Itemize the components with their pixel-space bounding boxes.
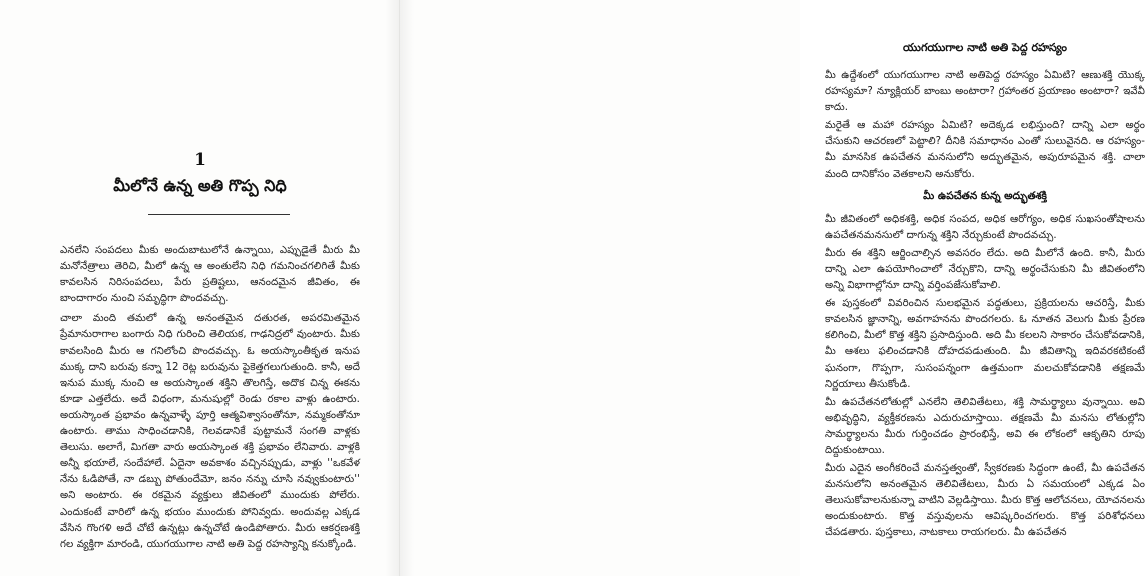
paragraph: మీ ఉద్దేశంలో యుగయుగాల నాటి అతిపెద్ద రహస్యం ఏమిటి? ఆణుశక్తి యొక్క రహస్యమా? న్యూక్లియర్ బాంబు అంటారా? గ్రహాంతర ప్రయాణం అంటారా? ఇవేవీ కాదు.	[825, 70, 1145, 114]
left-page	[0, 0, 400, 576]
paragraph: మరైతే ఆ మహా రహస్యం ఏమిటి? అదెక్కడ లభిస్తుంది? దాన్ని ఎలా అర్థం చేసుకుని ఆచరణలో పెట్టాలి? దీనికి సమాధానం ఎంతో సులువైనది. ఆ రహస్యం-మీ మానసిక ఉపచేతన మనసులోని అద్భుతమైన, అపురూపమైన శక్తి. చాలా మంది దానికోసం వెతకాలని అనుకోరు.	[825, 120, 1145, 180]
gutter-shadow	[400, 0, 414, 576]
paragraph: మీ ఉపచేతనలోతుల్లో ఎనలేని తెలివితేటలు, శక్తి సామర్థ్యాలు వున్నాయి. అవి అభివృద్ధిని, వ్యక్తీకరణను ఎదురుచూస్తాయి. తక్షణమే మీ మనసు లోతుల్లోని సామర్థ్యాలను మీరు గుర్తించడం ప్రారంభిస్తే, అవి ఈ లోకంలో ఆకృతిని రూపు దిద్దుకుంటాయి.	[825, 396, 1145, 456]
paragraph: మీ జీవితంలో అధికశక్తి, అధిక సంపద, అధిక ఆరోగ్యం, అధిక సుఖసంతోషాలను ఉపచేతనమనసులో దాగున్న శక్తిని నేర్చుకుంటే పొందవచ్చు.	[825, 213, 1145, 241]
running-head: యుగయుగాల నాటి అతి పెద్ద రహస్యం	[903, 41, 1067, 54]
gutter-shadow	[385, 0, 399, 576]
paragraph: ఎనలేని సంపదలు మీకు అందుబాటులోనే ఉన్నాయి, ఎప్పుడైతే మీరు మీ మనోనేత్రాలు తెరిచి, మీలో ఉన్న ఆ అంతులేని నిధి గమనించగలిగితే మీకు కావలసిన నిరిసంపదలు, పేరు ప్రతిష్టలు, ఆనందమైన జీవితం, ఈ బాందాగారం నుంచి సమృద్ధిగా పొందవచ్చు.	[60, 245, 360, 305]
right-page	[400, 0, 1145, 576]
right-page-body	[825, 40, 1145, 544]
section-heading: మీ ఉపచేతన కున్న అద్భుతశక్తి	[923, 189, 1047, 202]
paragraph: మీరు ఈ శక్తిని ఆర్జించాల్సిన అవసరం లేదు. అది మీలోనే ఉంది. కానీ, మీరు దాన్ని ఎలా ఉపయోగించాలో నేర్చుకొని, దాన్ని అర్థంచేసుకుని మీ జీవితంలోని అన్ని విభాగాల్లోనూ దాన్ని వర్తింపజేసుకోవాలి.	[825, 247, 1145, 292]
left-page-body	[60, 243, 360, 555]
paragraph: ఈ పుస్తకంలో వివరించిన సులభమైన పద్ధతులు, ప్రక్రియలను ఆచరిస్తే, మీకు కావలసిన జ్ఞానాన్ని, అవగాహనను పొందగలరు. ఓ నూతన వెలుగు మీకు ప్రేరణ కలిగించి, మీలో కొత్త శక్తిని ప్రసాదిస్తుంది. అది మీ కలలని సాకారం చేసుకోవడానికి, మీ ఆశలు ఫలించడానికి దోహదపడుతుంది. మీ జీవితాన్ని ఇదివరకటికంటే ఘనంగా, గొప్పగా, సుసంపన్నంగా ఉత్తమంగా మలచుకోవడానికి తక్షణమే నిర్ణయాలు తీసుకోండి.	[825, 298, 1145, 390]
chapter-title: మీలోనే ఉన్న అతి గొప్ప నిధి	[113, 176, 287, 195]
chapter-divider	[148, 214, 290, 215]
paragraph: చాలా మంది తమలో ఉన్న అనంతమైన దతురత, అపరమితమైన ప్రేమానురాగాల బంగారు నిధి గురించి తెలియక, గాఢనిద్రలో వుంటారు. మీకు కావలసింది మీరు ఆ గనిలోంచి పొందవచ్చు. ఓ అయస్కాంతీకృత ఇనుప ముక్క దాని బరువు కన్నా 12 రెట్ల బరువును పైకెత్తగలుగుతుంది. కానీ, అదే ఇనుప ముక్క నుంచి ఆ అయస్కాంత శక్తిని తొలగిస్తే, అదొక చిన్న ఈకను కూడా ఎత్తలేదు. అదే విధంగా, మనుషుల్లో రెండు రకాల వాళ్లు ఉంటారు. అయస్కాంత ప్రభావం ఉన్నవాళ్ళే పూర్తి ఆత్మవిశ్వాసంతోనూ, నమ్మకంతోనూ ఉంటారు. తాము సాధించడానికి, గెలవడానికే పుట్టామనే సంగతి వాళ్లకు తెలుసు. అలాగే, మిగతా వారు అయస్కాంత శక్తి ప్రభావం లేనివారు. వాళ్లకి అన్నీ భయాలే, సందేహాలే. ఏదైనా అవకాశం వచ్చినప్పుడు, వాళ్లు ''ఒకవేళ నేను ఓడిపోతే, నా డబ్బు పోతుందేమో, జనం నన్ను చూసి నవ్వుకుంటారు'' అని అంటారు. ఈ రకమైన వ్యక్తులు జీవితంలో ముందుకు పోలేరు. ఎందుకంటే వారిలో ఉన్న భయం ముందుకు పోనివ్వదు. అందువల్ల ఎక్కడ వేసిన గొంగళి అదే చోటే ఉన్నట్లు ఉన్నచోటే ఉండిపోతారు. మీరు ఆకర్షణశక్తి గల వ్యక్తిగా మారండి, యుగయుగాల నాటి అతి పెద్ద రహస్యాన్ని కనుక్కోండి.	[60, 313, 360, 550]
chapter-number: 1	[194, 150, 206, 170]
paragraph: మీరు ఎదైన అంగీకరించే మనస్తత్వంతో, స్వీకరణకు సిద్ధంగా ఉంటే, మీ ఉపచేతన మనసులోని అనంతమైన తెలివితేటలు, మీరు ఏ సమయంలో ఎక్కడ ఏం తెలుసుకోవాలనుకున్నా వాటిని వెల్లడిస్తాయి. మీరు కొత్త ఆలోచనలు, యోచనలను అందుకుంటారు. కొత్త వస్తువులను ఆవిష్కరించగలరు. కొత్త పరిశోధనలు చేపడతారు. పుస్తకాలు, నాటకాలు రాయగలరు. మీ ఉపచేతన	[825, 463, 1145, 539]
